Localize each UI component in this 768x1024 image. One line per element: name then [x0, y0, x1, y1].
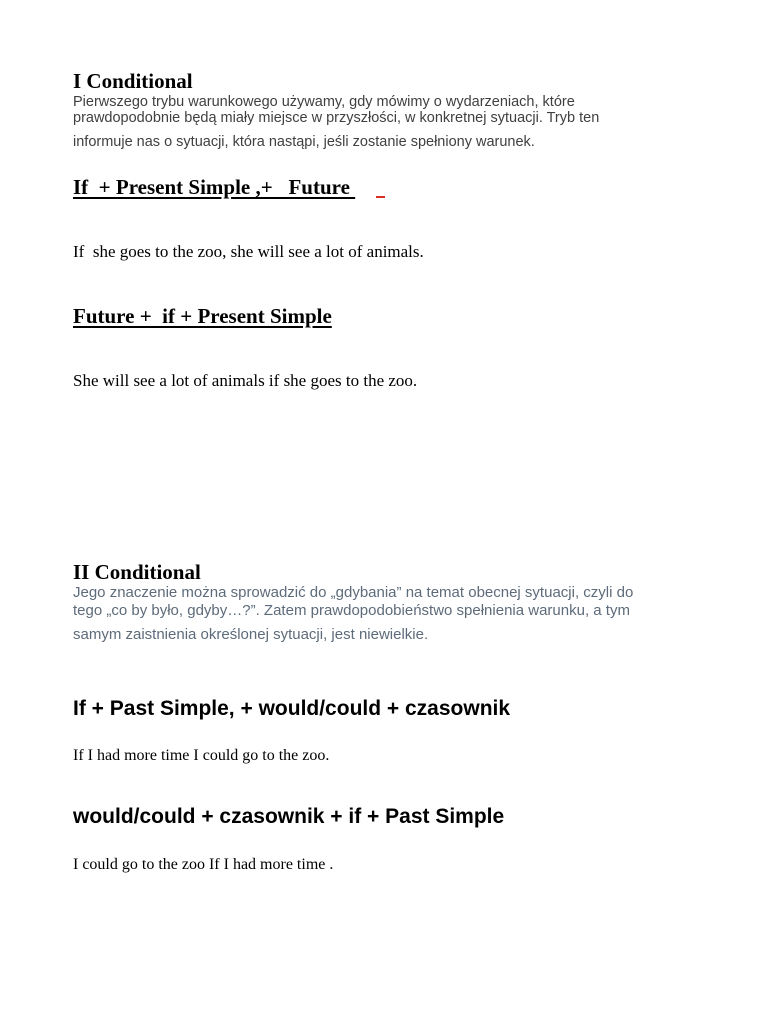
- second-conditional-example-1: If I had more time I could go to the zoo.: [73, 747, 330, 764]
- spellcheck-mark: [376, 196, 385, 198]
- first-conditional-title: I Conditional: [73, 69, 193, 93]
- second-conditional-description-line-3: samym zaistnienia określonej sytuacji, jest niewielkie.: [73, 626, 429, 643]
- first-conditional-example-1: If she goes to the zoo, she will see a lot of animals.: [73, 242, 424, 261]
- second-conditional-title: II Conditional: [73, 560, 201, 584]
- second-conditional-formula-2: would/could + czasownik + if + Past Simple: [73, 805, 505, 828]
- first-conditional-description-line-2: prawdopodobnie będą miały miejsce w przyszłości, w konkretnej sytuacji. Tryb ten: [73, 110, 600, 126]
- first-conditional-formula-2: Future + if + Present Simple: [73, 304, 332, 328]
- first-conditional-example-2: She will see a lot of animals if she goes to the zoo.: [73, 371, 418, 390]
- second-conditional-description-line-2: tego „co by było, gdyby…?”. Zatem prawdopodobieństwo spełnienia warunku, a tym: [73, 602, 630, 619]
- first-conditional-description-line-3: informuje nas o sytuacji, która nastąpi, jeśli zostanie spełniony warunek.: [73, 134, 535, 150]
- first-conditional-formula-1: If + Present Simple ,+ Future: [73, 175, 356, 199]
- second-conditional-example-2: I could go to the zoo If I had more time .: [73, 856, 334, 873]
- second-conditional-description-line-1: Jego znaczenie można sprowadzić do „gdybania” na temat obecnej sytuacji, czyli do: [73, 584, 634, 601]
- second-conditional-formula-1: If + Past Simple, + would/could + czasownik: [73, 697, 511, 720]
- first-conditional-description-line-1: Pierwszego trybu warunkowego używamy, gdy mówimy o wydarzeniach, które: [73, 94, 575, 110]
